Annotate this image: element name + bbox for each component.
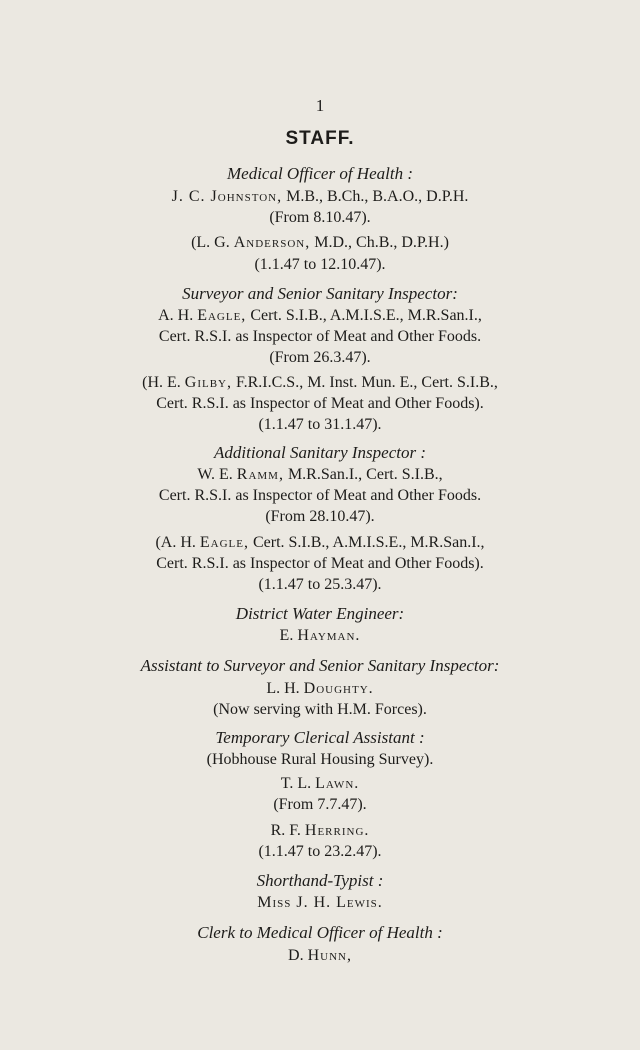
johnston-quals: M.B., B.Ch., B.A.O., D.P.H. bbox=[282, 188, 469, 205]
gilby-date: (1.1.47 to 31.1.47). bbox=[258, 416, 382, 433]
hayman-prefix: E. bbox=[279, 627, 298, 644]
ramm-prefix: W. E. bbox=[197, 466, 237, 483]
surveyor-heading: Surveyor and Senior Sanitary Inspector: bbox=[182, 284, 458, 303]
eagle2-name: Eagle, bbox=[199, 534, 249, 551]
gilby-entry bbox=[0, 374, 640, 392]
page-number: 1 bbox=[315, 96, 325, 115]
gilby-name: Gilby, bbox=[184, 374, 232, 391]
lawn-name: Lawn. bbox=[315, 775, 360, 792]
eagle-date: (From 26.3.47). bbox=[269, 349, 371, 366]
assistant-heading: Assistant to Surveyor and Senior Sanitary Inspector: bbox=[140, 656, 500, 675]
typist-heading: Shorthand-Typist : bbox=[256, 871, 384, 890]
eagle-quals: Cert. S.I.B., A.M.I.S.E., M.R.San.I., bbox=[246, 307, 482, 324]
anderson-name: Anderson, bbox=[233, 234, 311, 251]
gilby-quals: F.R.I.C.S., M. Inst. Mun. E., Cert. S.I.B., bbox=[232, 374, 498, 391]
gilby-prefix: (H. E. bbox=[142, 374, 185, 391]
anderson-date: (1.1.47 to 12.10.47). bbox=[254, 256, 386, 273]
lewis-name: Miss J. H. Lewis. bbox=[257, 894, 383, 911]
doughty-entry bbox=[0, 680, 640, 698]
additional-heading: Additional Sanitary Inspector : bbox=[213, 443, 426, 462]
lewis-entry bbox=[0, 894, 640, 912]
hunn-name: Hunn, bbox=[307, 947, 352, 964]
ramm-quals: M.R.San.I., Cert. S.I.B., bbox=[283, 466, 443, 483]
johnston-name: J. C. Johnston, bbox=[171, 188, 283, 205]
anderson-open: (L. G. bbox=[191, 234, 234, 251]
anderson-quals: M.D., Ch.B., D.P.H.) bbox=[310, 234, 449, 251]
johnston-date: (From 8.10.47). bbox=[269, 209, 371, 226]
hunn-prefix: D. bbox=[288, 947, 308, 964]
eagle2-cert: Cert. R.S.I. as Inspector of Meat and Other Foods). bbox=[156, 555, 484, 572]
herring-entry bbox=[0, 822, 640, 840]
ramm-entry bbox=[0, 466, 640, 484]
eagle-entry bbox=[0, 307, 640, 325]
hayman-name: Hayman. bbox=[297, 627, 361, 644]
johnston-entry bbox=[0, 188, 640, 206]
eagle2-prefix: (A. H. bbox=[155, 534, 200, 551]
eagle-prefix: A. H. bbox=[158, 307, 198, 324]
herring-date: (1.1.47 to 23.2.47). bbox=[258, 843, 382, 860]
eagle2-quals: Cert. S.I.B., A.M.I.S.E., M.R.San.I., bbox=[248, 534, 485, 551]
hunn-entry bbox=[0, 947, 640, 965]
water-heading: District Water Engineer: bbox=[235, 604, 405, 623]
moh-heading: Medical Officer of Health : bbox=[226, 164, 413, 183]
lawn-date: (From 7.7.47). bbox=[273, 796, 367, 813]
ramm-name: Ramm, bbox=[236, 466, 284, 483]
gilby-cert: Cert. R.S.I. as Inspector of Meat and Other Foods). bbox=[156, 395, 484, 412]
page-title: STAFF. bbox=[285, 128, 355, 149]
eagle2-entry bbox=[0, 534, 640, 552]
clerk-heading: Clerk to Medical Officer of Health : bbox=[197, 923, 443, 942]
anderson-entry bbox=[0, 234, 640, 252]
eagle2-date: (1.1.47 to 25.3.47). bbox=[258, 576, 382, 593]
hayman-entry bbox=[0, 627, 640, 645]
eagle-cert: Cert. R.S.I. as Inspector of Meat and Other Foods. bbox=[158, 328, 482, 345]
herring-name: Herring. bbox=[304, 822, 370, 839]
herring-prefix: R. F. bbox=[270, 822, 305, 839]
ramm-cert: Cert. R.S.I. as Inspector of Meat and Other Foods. bbox=[158, 487, 482, 504]
lawn-prefix: T. L. bbox=[280, 775, 316, 792]
doughty-prefix: L. H. bbox=[266, 680, 304, 697]
eagle-name: Eagle, bbox=[197, 307, 247, 324]
clerical-heading: Temporary Clerical Assistant : bbox=[215, 728, 425, 747]
doughty-name: Doughty. bbox=[303, 680, 374, 697]
lawn-entry bbox=[0, 775, 640, 793]
doughty-note: (Now serving with H.M. Forces). bbox=[213, 701, 427, 718]
clerical-note: (Hobhouse Rural Housing Survey). bbox=[206, 751, 434, 768]
ramm-date: (From 28.10.47). bbox=[265, 508, 375, 525]
